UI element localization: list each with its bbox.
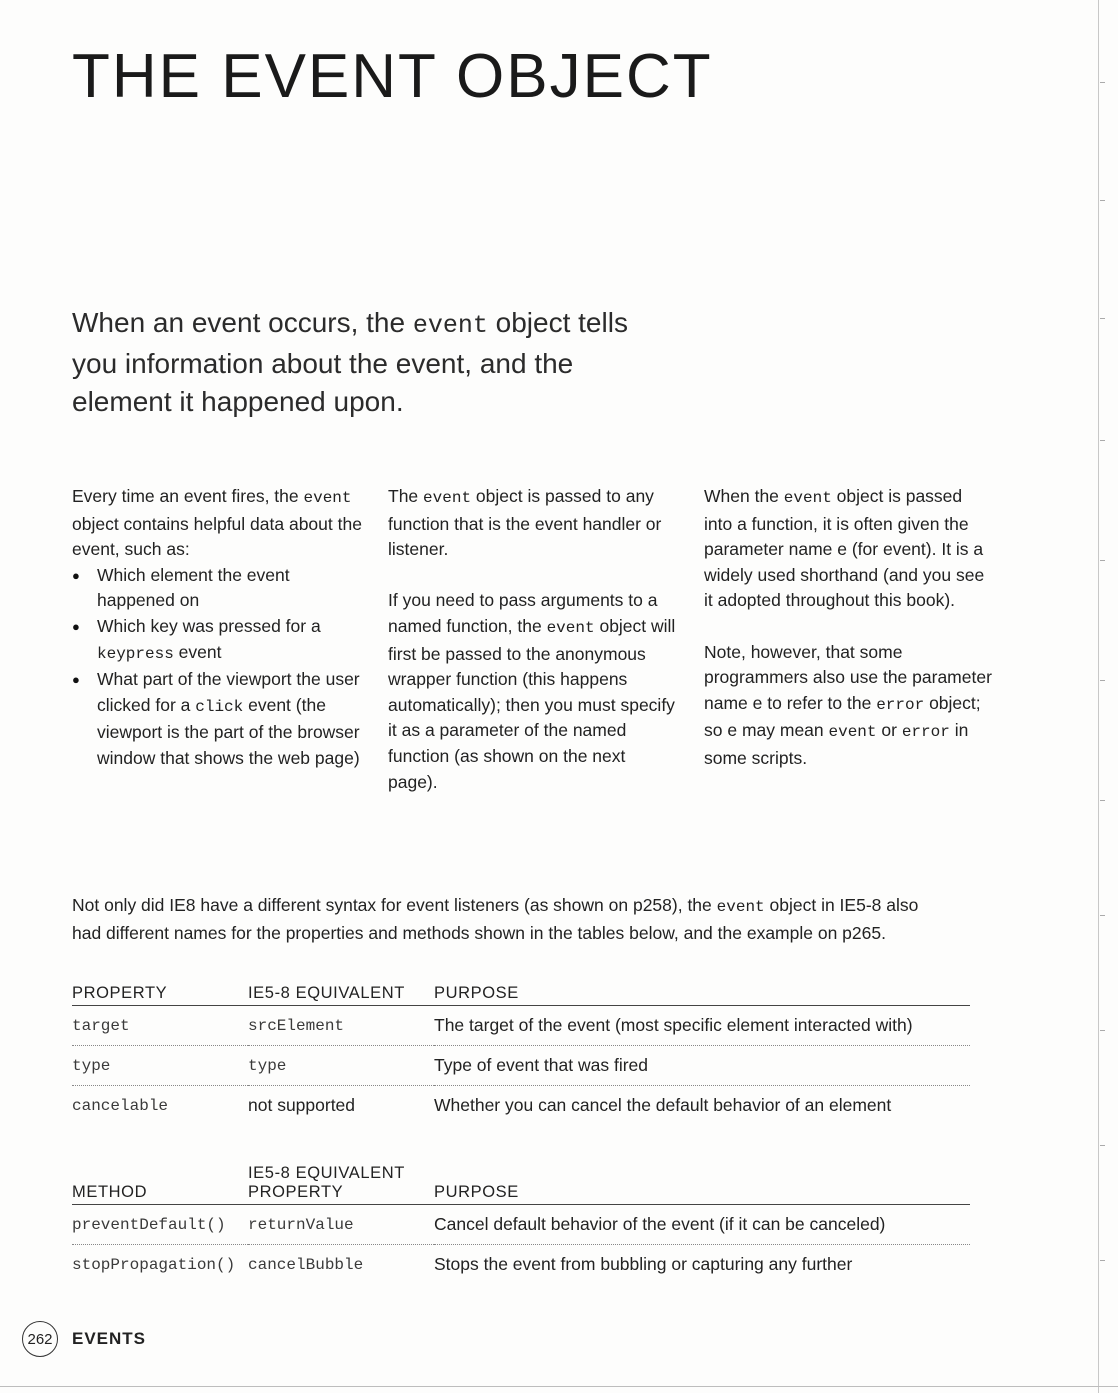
code-event: event — [546, 618, 595, 637]
column-middle-paragraph-1: The event object is passed to any function that is the event handler or listener. — [388, 486, 662, 560]
table-row — [72, 1046, 970, 1086]
edge-tick — [1100, 680, 1105, 681]
column-middle — [388, 484, 678, 795]
purpose: Whether you can cancel the default behavior of an element — [434, 1095, 892, 1115]
properties-table — [72, 984, 970, 1125]
page-footer — [22, 1321, 146, 1357]
code-event: event — [783, 489, 832, 507]
edge-tick — [1100, 1260, 1105, 1261]
ie8-note: Not only did IE8 have a different syntax for event listeners (as shown on p258), the event object in IE5-8 also had different names for the properties and methods shown in the tables below, and the example on p265. — [72, 895, 919, 943]
methods-table — [72, 1164, 970, 1284]
code-keypress: keypress — [97, 644, 174, 663]
section-label: EVENTS — [72, 1329, 147, 1348]
ie-equivalent: cancelBubble — [248, 1255, 364, 1274]
code-event: event — [303, 489, 352, 507]
list-item: ● What part of the viewport the user clicked for a click event (the viewport is the part of the browser window that shows the web page) — [72, 667, 362, 771]
column-left-paragraph: Every time an event fires, the event object contains helpful data about the event, such as: — [72, 486, 362, 560]
ie-equivalent: not supported — [248, 1095, 356, 1115]
ie-equivalent: type — [248, 1046, 434, 1086]
event-info-list — [72, 563, 362, 772]
page-edge-line — [1098, 0, 1099, 1393]
table-header-row — [72, 984, 970, 1006]
edge-tick — [1100, 200, 1105, 201]
edge-tick — [1100, 318, 1105, 319]
page-title: THE EVENT OBJECT — [72, 42, 713, 111]
property-name: target — [72, 1006, 248, 1046]
purpose: The target of the event (most specific element interacted with) — [434, 1006, 970, 1046]
purpose: Type of event that was fired — [434, 1046, 970, 1086]
column-left — [72, 484, 362, 772]
header-property: PROPERTY — [72, 984, 248, 1006]
code-click: click — [195, 697, 244, 716]
method-name: stopPropagation() — [72, 1255, 236, 1274]
edge-tick — [1100, 82, 1105, 83]
header-ie-equivalent: IE5-8 EQUIVALENT PROPERTY — [248, 1164, 434, 1205]
header-method: METHOD — [72, 1164, 248, 1205]
code-event: event — [412, 311, 488, 340]
code-error: error — [876, 695, 925, 714]
ie-equivalent: srcElement — [248, 1006, 434, 1046]
method-name: preventDefault() — [72, 1205, 248, 1245]
table-row — [72, 1086, 970, 1126]
table-row — [72, 1205, 970, 1245]
page-number-badge: 262 — [22, 1321, 58, 1357]
table-row — [72, 1006, 970, 1046]
code-error: error — [901, 723, 950, 742]
code-event: event — [828, 723, 877, 742]
table-header-row — [72, 1164, 970, 1205]
table-row — [72, 1245, 970, 1285]
intro-paragraph: When an event occurs, the event object tells you information about the event, and the element it happened upon. — [72, 307, 628, 417]
list-item: ● Which key was pressed for a keypress event — [72, 614, 362, 667]
ie-equivalent: returnValue — [248, 1205, 434, 1245]
header-purpose: PURPOSE — [434, 984, 970, 1006]
edge-tick — [1100, 915, 1105, 916]
header-ie-equivalent: IE5-8 EQUIVALENT — [248, 984, 434, 1006]
column-right — [704, 484, 994, 772]
edge-tick — [1100, 560, 1105, 561]
property-name: type — [72, 1046, 248, 1086]
edge-tick — [1100, 1030, 1105, 1031]
purpose: Stops the event from bubbling or capturing any further — [434, 1254, 853, 1274]
edge-tick — [1100, 800, 1105, 801]
edge-tick — [1100, 1145, 1105, 1146]
property-name: cancelable — [72, 1096, 169, 1115]
column-right-paragraph-1: When the event object is passed into a function, it is often given the parameter name e (for event). It is a widely used shorthand (and you see it adopted throughout this book). — [704, 486, 985, 611]
edge-tick — [1100, 440, 1105, 441]
purpose: Cancel default behavior of the event (if it can be canceled) — [434, 1205, 970, 1245]
column-right-paragraph-2: Note, however, that some programmers also use the parameter name e to refer to the error object; so e may mean event or error in some scripts. — [704, 641, 992, 768]
page-bottom-line — [0, 1386, 1118, 1387]
header-purpose: PURPOSE — [434, 1164, 970, 1205]
list-item: ● Which element the event happened on — [72, 563, 362, 614]
code-event: event — [716, 898, 765, 916]
column-middle-paragraph-2: If you need to pass arguments to a named function, the event object will first be passed to the anonymous wrapper function (this happens automatically); then you must specify it as a parameter of the named function (as shown on the next page). — [388, 590, 676, 792]
code-event: event — [423, 489, 472, 507]
